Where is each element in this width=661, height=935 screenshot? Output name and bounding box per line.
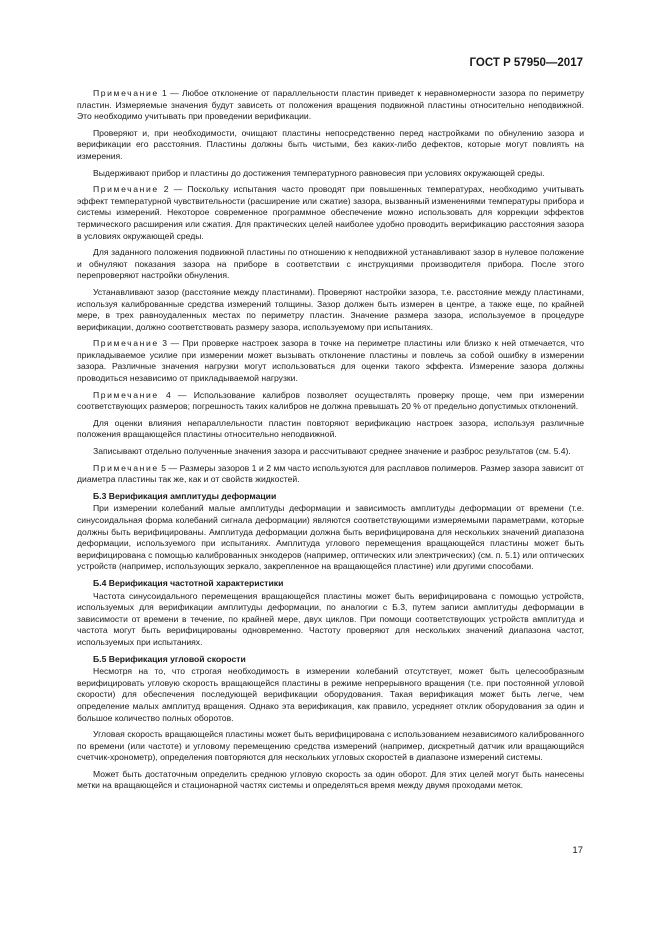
note-dash: — — [170, 389, 194, 400]
note-number: 3 — [162, 338, 168, 349]
body-paragraph: При измерении колебаний малые амплитуды деформации и зависимость амплитуды деформации от времени (т.е. синусоидальная форма колебаний сигнала деформации) являются соответствующими измеряемыми параметрами, которые должны быть верифицированы. Амплитуда деформации должна быть верифицирована для нескольких значений диапазона деформации, используемого при испытаниях. Амплитуда углового перемещения вращающейся пластины может быть верифицирована с помощью калиброванных энкодеров (например, оптических или электрических) (см. п. 5.1) или оптических устройств (например, использующих зеркало, закрепленное на вращающейся пластине) или другими способами. — [77, 503, 584, 572]
note-paragraph — [77, 88, 584, 123]
note-text: При проверке настроек зазора в точке на периметре пластины или близко к ней отмечается, что прикладываемое усилие при измерении может вызывать отклонение пластины и повлечь за собой ошибку в измерении зазора. Различные значения нагрузки могут использоваться для оценки такого эффекта. Измерение зазора должны проводиться независимо от прикладываемой нагрузки. — [77, 338, 585, 384]
note-label: Примечание — [93, 88, 159, 98]
body-paragraph: Несмотря на то, что строгая необходимость в измерении колебаний отсутствует, может быть целесообразным верифицировать угловую скорость вращающейся пластины в режиме непрерывного вращения (т.е. при постоянной угловой скорости) для обеспечения последующей верификации оборудования. Такая верификация может быть легче, чем определение малых амплитуд вращения. Однако эта верификация, как правило, усредняет отклик оборудования за один и большое количество полных оборотов. — [77, 666, 584, 723]
section-heading: Б.3 Верификация амплитуды деформации — [93, 490, 277, 501]
note-number: 5 — [161, 462, 167, 473]
note-paragraph — [77, 184, 584, 242]
body-paragraph: Проверяют и, при необходимости, очищают пластины непосредственно перед настройками по обнулению зазора и верификации его расстояния. Пластины должны быть чистыми, без каких-либо дефектов, которые могут повлиять на измерения. — [77, 127, 584, 161]
section-heading: Б.5 Верификация угловой скорости — [93, 653, 246, 664]
note-label: Примечание — [93, 184, 159, 195]
body-paragraph: Записывают отдельно полученные значения зазора и рассчитывают среднее значение и разброс результатов (см. 5.4). — [93, 446, 571, 457]
note-dash: — — [167, 338, 183, 349]
note-number: 4 — [165, 389, 171, 400]
note-label: Примечание — [93, 462, 159, 473]
note-paragraph — [77, 463, 584, 486]
note-dash: — — [166, 462, 180, 473]
body-paragraph: Выдерживают прибор и пластины до достижения температурного равновесия при условиях окружающей среды. — [93, 167, 545, 178]
document-header: ГОСТ Р 57950—2017 — [469, 57, 583, 69]
note-text: Любое отклонение от параллельности пластин приведет к неравномерности зазора по периметру пластин. Измеряемые значения будут зависеть от положения вращения подвижной пластины относительно неподвижной. Это необходимо учитывать при проведении верификации. — [77, 88, 585, 122]
body-paragraph: Для заданного положения подвижной пластины по отношению к неподвижной устанавливают зазор в нулевое положение и обнуляют показания зазора на приборе в соответствии с инструкциями производителя прибора. После этого перепроверяют настройки обнуления. — [77, 247, 584, 281]
note-label: Примечание — [93, 389, 159, 400]
note-text: Поскольку испытания часто проводят при повышенных температурах, необходимо учитывать эффект температурной чувствительности (расширение или сжатие) зазора, вызванный изменениями температуры прибора и системы измерений. Некоторое современное программное обеспечение можно использовать для коррекции эффектов термического расширения или сжатия. Для практических целей наиболее удобно проводить верификацию расстояния зазора в условиях окружающей среды. — [77, 184, 584, 241]
body-paragraph: Устанавливают зазор (расстояние между пластинами). Проверяют настройки зазора, т.е. расстояние между пластинами, используя калиброванные средства измерений толщины. Зазор должен быть измерен в центре, а также еще, по крайней мере, в трех равноудаленных местах по периметру пластин. Значение размера зазора, используемое в процедуре верификации, должно соответствовать размеру зазора, используемому при испытаниях. — [77, 286, 584, 332]
note-paragraph — [77, 338, 584, 384]
note-text: Использование калибров позволяет осуществлять проверку проще, чем при измерении соответствующих размеров; погрешность таких калибров не должна превышать 20 % от предельно допустимых отклонений. — [77, 389, 584, 412]
body-paragraph: Угловая скорость вращающейся пластины может быть верифицирована с использованием независимого калиброванного по времени (или частоте) и угловому перемещению средства измерений (например, дискретный датчик или вращающийся счетчик-хронометр), определения повторяются для нескольких угловых скоростей в диапазоне измерений системы. — [77, 729, 584, 763]
page-number: 17 — [572, 845, 583, 856]
note-paragraph — [77, 390, 584, 413]
note-text: Размеры зазоров 1 и 2 мм часто используются для расплавов полимеров. Размер зазора зависит от диаметра пластины так же, как и от свойств жидкостей. — [77, 462, 584, 485]
document-body — [77, 88, 584, 797]
body-paragraph: Для оценки влияния непараллельности пластин повторяют верификацию настроек зазора, используя различные положения вращающейся пластины относительно неподвижной. — [77, 417, 584, 440]
note-dash: — — [166, 88, 182, 98]
note-number: 1 — [162, 88, 167, 98]
note-dash: — — [168, 184, 188, 195]
body-paragraph: Частота синусоидального перемещения вращающейся пластины может быть верифицирована с помощью устройств, используемых для верификации амплитуды деформации, по аналогии с Б.3, путем записи амплитуды деформации в зависимости от времени в течение, по крайней мере, двух циклов. При помощи соответствующих устройств амплитуда и частота могут быть верифицированы одновременно. Частоту проверяют для нескольких значений диапазона частот, используемых при испытаниях. — [77, 590, 584, 647]
body-paragraph: Может быть достаточным определить среднюю угловую скорость за один оборот. Для этих целей могут быть нанесены метки на вращающейся и стационарной частях системы и определяться время между двумя проходами меток. — [77, 768, 584, 791]
note-number: 2 — [163, 184, 169, 195]
note-label: Примечание — [93, 338, 159, 349]
section-heading: Б.4 Верификация частотной характеристики — [93, 577, 284, 588]
